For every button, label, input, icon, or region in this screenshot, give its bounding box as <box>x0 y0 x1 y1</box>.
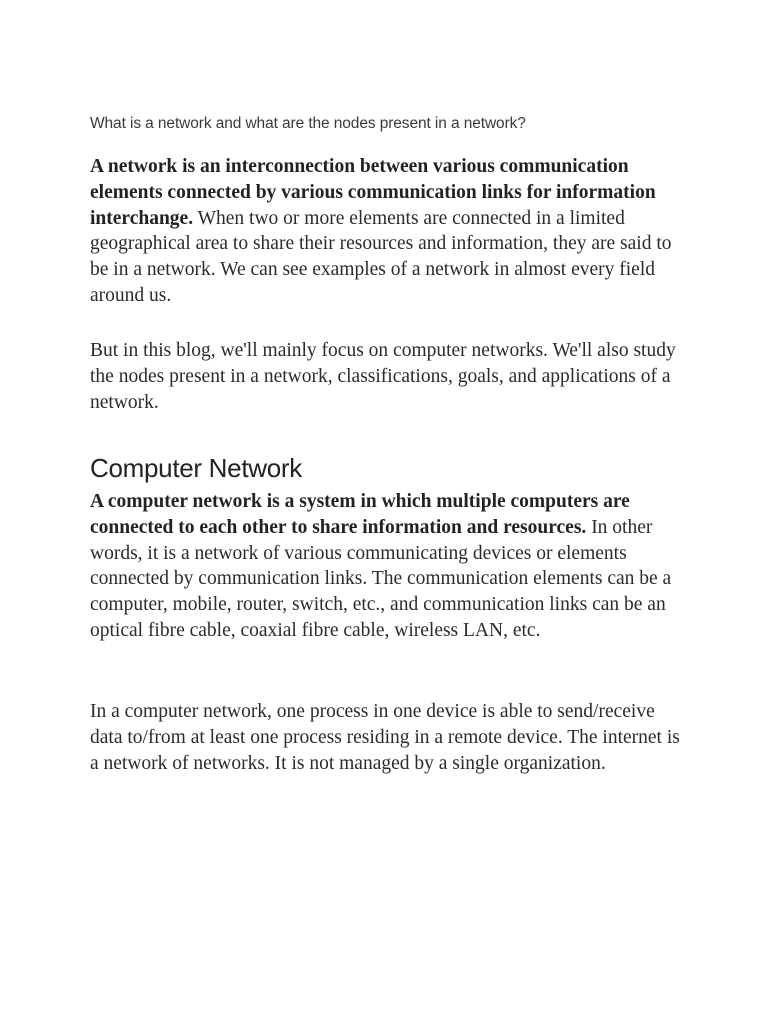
intro-paragraph <box>90 154 680 309</box>
question-text: What is a network and what are the nodes present in a network? <box>90 115 526 132</box>
definition-bold-text: A computer network is a system in which multiple computers are connected to each other to share information and resources. <box>90 491 630 538</box>
section-heading: Computer Network <box>90 453 302 483</box>
detail-paragraph: In a computer network, one process in one device is able to send/receive data to/from at least one process residing in a remote device. The internet is a network of networks. It is not managed by a single organization. <box>90 701 680 774</box>
intro-bold-definition: A network is an interconnection between various communication elements connected by various communication links for information interchange. <box>90 156 656 229</box>
definition-body-text: In other words, it is a network of various communicating devices or elements connected by communication links. The communication elements can be a computer, mobile, router, switch, etc., and communication links can be an optical fibre cable, coaxial fibre cable, wireless LAN, etc. <box>90 516 672 641</box>
definition-paragraph <box>90 489 680 644</box>
blog-focus-paragraph: But in this blog, we'll mainly focus on computer networks. We'll also study the nodes present in a network, classifications, goals, and applications of a network. <box>90 340 676 413</box>
intro-body-text: When two or more elements are connected in a limited geographical area to share their resources and information, they are said to be in a network. We can see examples of a network in almost every field around us. <box>90 207 672 306</box>
